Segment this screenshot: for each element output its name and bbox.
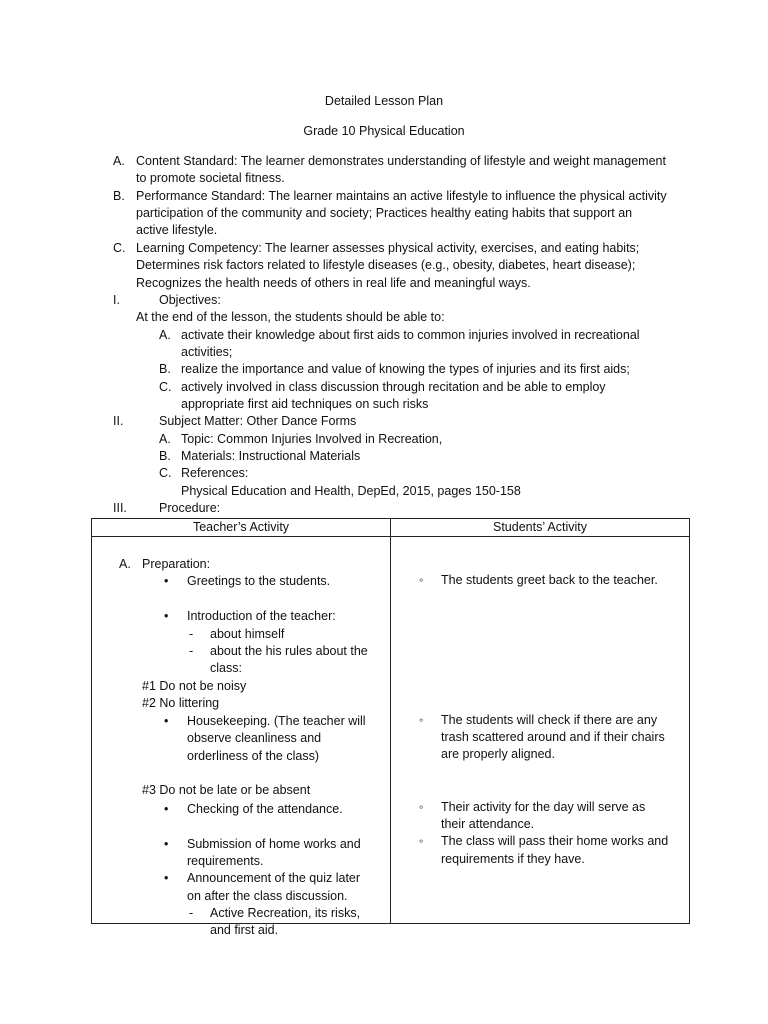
objective-b-line: realize the importance and value of knowing the types of injuries and its first aids;	[181, 362, 630, 376]
introduction-item: Introduction of the teacher:	[187, 609, 336, 624]
students-trash-line: trash scattered around and if their chairs	[441, 730, 665, 745]
rule-3: #3 Do not be late or be absent	[142, 783, 311, 798]
objective-a-line: activities;	[181, 345, 233, 359]
circle-bullet-icon: ◦	[419, 834, 424, 849]
students-homework-line: The class will pass their home works and	[441, 834, 669, 849]
subject-references: References:	[181, 466, 249, 480]
bullet-icon: •	[164, 609, 169, 624]
teacher-activity-header: Teacher’s Activity	[92, 519, 391, 537]
bullet-icon: •	[164, 802, 169, 817]
about-rules-line: class:	[210, 661, 242, 676]
quiz-topic-line: and first aid.	[210, 923, 279, 938]
students-greet-item: The students greet back to the teacher.	[441, 573, 658, 588]
subject-c-marker: C.	[159, 466, 172, 480]
objectives-marker: I.	[113, 293, 120, 307]
subject-b-marker: B.	[159, 449, 171, 463]
objectives-intro: At the end of the lesson, the students should be able to:	[136, 310, 445, 324]
homework-line: Submission of home works and	[187, 837, 361, 852]
standard-a-line: Content Standard: The learner demonstrates understanding of lifestyle and weight management	[136, 154, 666, 168]
rule-1: #1 Do not be noisy	[142, 679, 247, 694]
students-activity-header: Students’ Activity	[391, 519, 690, 537]
teacher-activity-cell	[92, 537, 391, 938]
students-attendance-line: Their activity for the day will serve as	[441, 800, 646, 815]
dash-icon: -	[189, 627, 194, 642]
about-himself-item: about himself	[210, 627, 285, 642]
standard-b-line: Performance Standard: The learner maintains an active lifestyle to influence the physical activity	[136, 189, 667, 203]
students-trash-line: are properly aligned.	[441, 747, 555, 762]
bullet-icon: •	[164, 574, 169, 589]
circle-bullet-icon: ◦	[419, 713, 424, 728]
subject-matter-marker: II.	[113, 414, 124, 428]
procedure-marker: III.	[113, 501, 127, 515]
procedure-heading: Procedure:	[159, 501, 221, 515]
table-header-row	[92, 519, 690, 537]
standard-b-line: active lifestyle.	[136, 223, 218, 237]
attendance-item: Checking of the attendance.	[187, 802, 343, 817]
dash-icon: -	[189, 906, 194, 921]
bullet-icon: •	[164, 714, 169, 729]
standard-a-line: to promote societal fitness.	[136, 171, 285, 185]
standard-c-marker: C.	[113, 241, 126, 255]
about-rules-line: about the his rules about the	[210, 644, 368, 659]
housekeeping-line: observe cleanliness and	[187, 731, 322, 746]
objective-b-marker: B.	[159, 362, 171, 376]
preparation-marker: A.	[119, 557, 131, 572]
quiz-line: Announcement of the quiz later	[187, 871, 361, 886]
students-trash-line: The students will check if there are any	[441, 713, 658, 728]
housekeeping-line: orderliness of the class)	[187, 749, 320, 764]
circle-bullet-icon: ◦	[419, 573, 424, 588]
subject-topic: Topic: Common Injuries Involved in Recreation,	[181, 432, 443, 446]
reference-citation: Physical Education and Health, DepEd, 2015, pages 150-158	[181, 484, 521, 498]
subject-materials: Materials: Instructional Materials	[181, 449, 361, 463]
preparation-heading: Preparation:	[142, 557, 211, 572]
standard-b-marker: B.	[113, 189, 125, 203]
document-subtitle: Grade 10 Physical Education	[303, 124, 465, 138]
standard-a-marker: A.	[113, 154, 125, 168]
objective-c-marker: C.	[159, 380, 172, 394]
document-title: Detailed Lesson Plan	[324, 94, 444, 108]
subject-matter-heading: Subject Matter: Other Dance Forms	[159, 414, 357, 428]
table-row	[92, 537, 690, 924]
objective-c-line: actively involved in class discussion through recitation and be able to employ	[181, 380, 606, 394]
objective-c-line: appropriate first aid techniques on such risks	[181, 397, 429, 411]
objective-a-marker: A.	[159, 328, 171, 342]
standard-b-line: participation of the community and society; Practices healthy eating habits that support an	[136, 206, 633, 220]
circle-bullet-icon: ◦	[419, 800, 424, 815]
housekeeping-line: Housekeeping. (The teacher will	[187, 714, 366, 729]
objective-a-line: activate their knowledge about first aids to common injuries involved in recreational	[181, 328, 640, 342]
bullet-icon: •	[164, 837, 169, 852]
subject-a-marker: A.	[159, 432, 171, 446]
greetings-item: Greetings to the students.	[187, 574, 331, 589]
students-attendance-line: their attendance.	[441, 817, 535, 832]
quiz-line: on after the class discussion.	[187, 889, 348, 904]
students-activity-cell	[391, 537, 690, 924]
quiz-topic-line: Active Recreation, its risks,	[210, 906, 361, 921]
standard-c-line: Learning Competency: The learner assesses physical activity, exercises, and eating habits;	[136, 241, 640, 255]
standard-c-line: Determines risk factors related to lifestyle diseases (e.g., obesity, diabetes, heart disease);	[136, 258, 636, 272]
homework-line: requirements.	[187, 854, 264, 869]
rule-2: #2 No littering	[142, 696, 220, 711]
students-homework-line: requirements if they have.	[441, 852, 585, 867]
bullet-icon: •	[164, 871, 169, 886]
objectives-heading: Objectives:	[159, 293, 221, 307]
procedure-table	[91, 518, 690, 938]
dash-icon: -	[189, 644, 194, 659]
standard-c-line: Recognizes the health needs of others in real life and meaningful ways.	[136, 276, 531, 290]
